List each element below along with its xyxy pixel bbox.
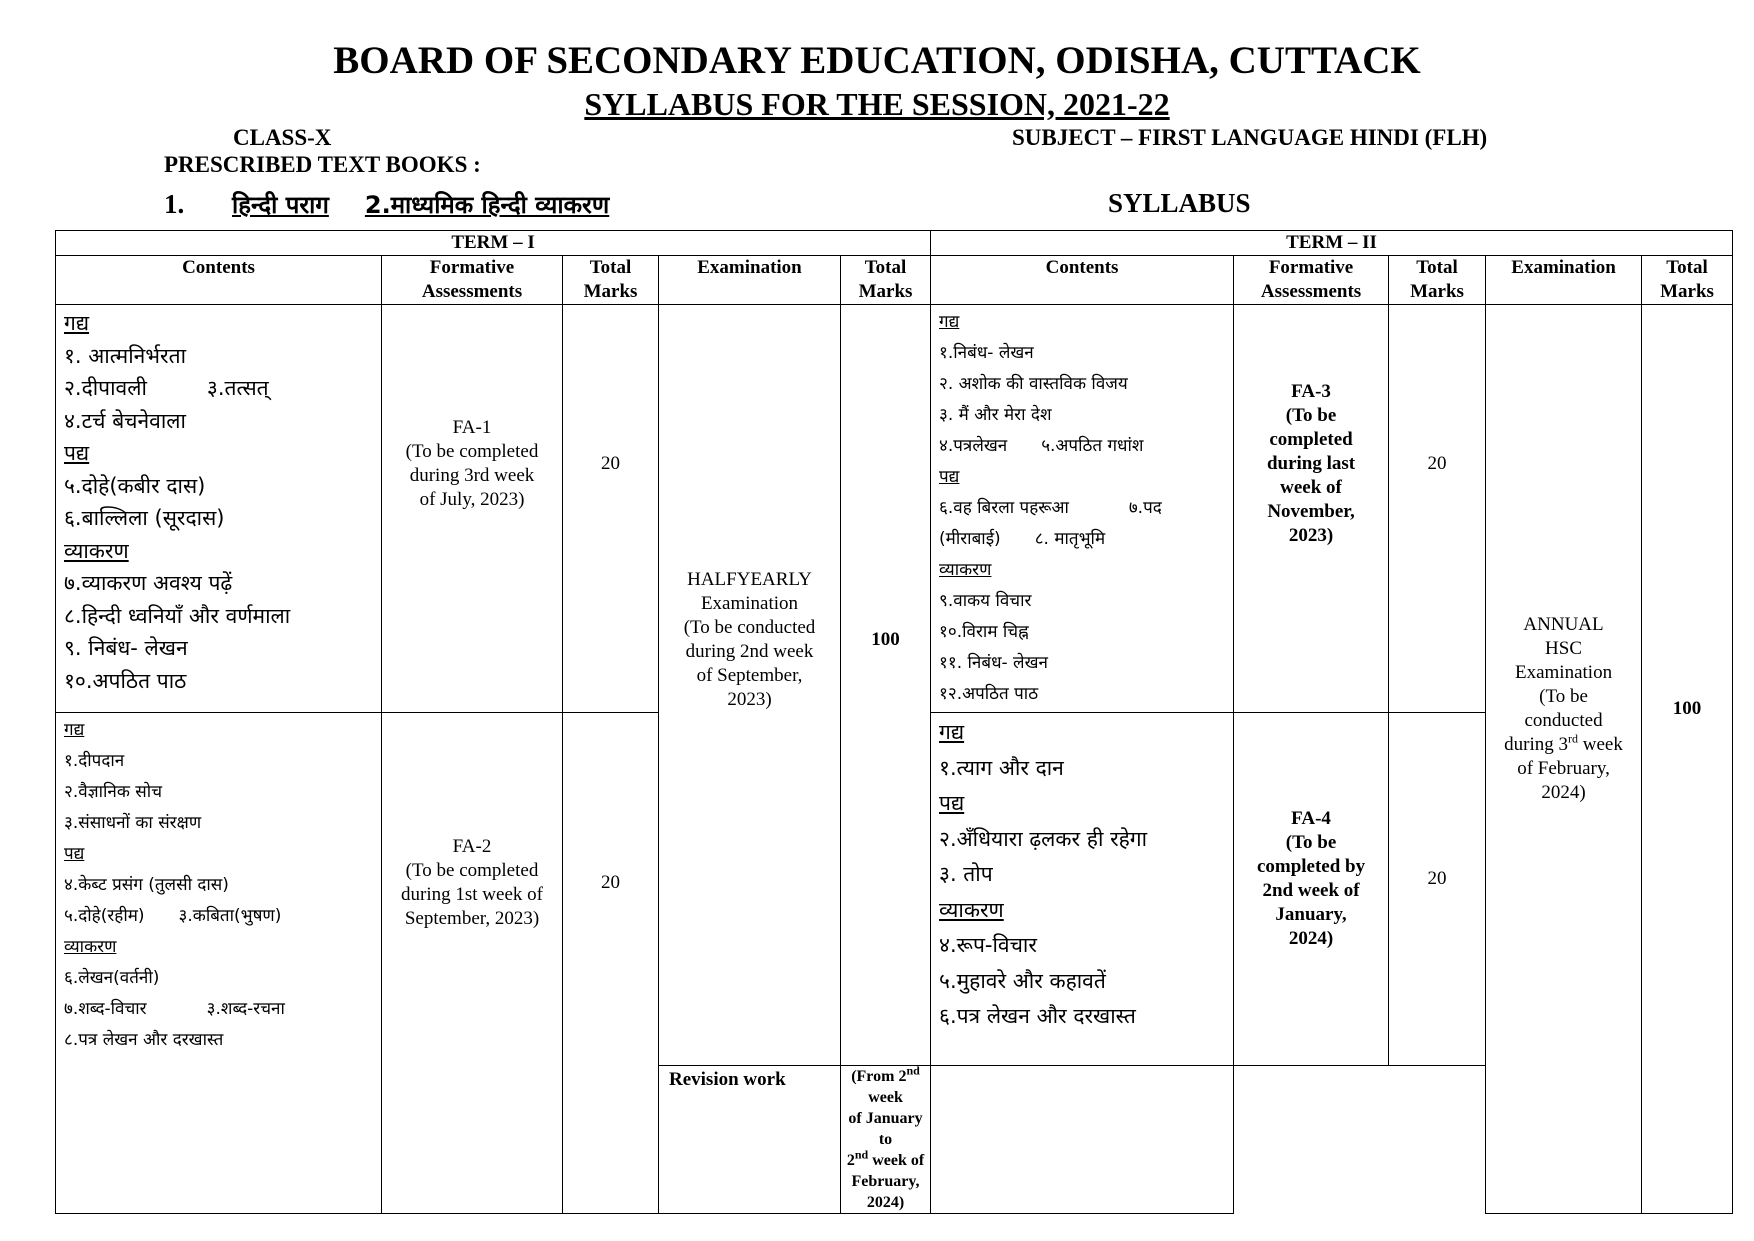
board-title: BOARD OF SECONDARY EDUCATION, ODISHA, CUTTACK — [333, 39, 1421, 82]
prescribed-books-label: PRESCRIBED TEXT BOOKS : — [164, 152, 481, 177]
class-label: CLASS-X — [233, 125, 332, 150]
book-1: हिन्दी पराग — [232, 191, 329, 219]
revision-marks — [931, 1066, 1234, 1214]
fa1-marks: 20 — [563, 305, 659, 713]
fa4-contents: गद्य १.त्याग और दान पद्य २.अँधियारा ढ़लकर ही रहेगा ३. तोप व्याकरण ४.रूप-विचार ५.मुहावरे और कहावतें ६.पत्र लेखन और दरखास्त — [931, 713, 1234, 1066]
annual-hsc-exam: ANNUAL HSC Examination (To be conducted during 3rd week of February, 2024) — [1486, 305, 1642, 1214]
fa1-assessment: FA-1 (To be completed during 3rd week of July, 2023) — [382, 305, 563, 713]
term1-total-marks: 100 — [841, 305, 931, 1066]
term-1-header: TERM – I — [56, 231, 931, 256]
column-header-row — [56, 256, 1733, 305]
fa3-marks: 20 — [1389, 305, 1486, 713]
fa2-contents: गद्य १.दीपदान २.वैज्ञानिक सोच ३.संसाधनों का संरक्षण पद्य ४.केब्ट प्रसंग (तुलसी दास) ५.दोहे(रहीम) ३.कबिता(भुषण) व्याकरण ६.लेखन(वर्तनी) ७.शब्द-विचार ३.शब्द-रचना ८.पत्र लेखन और दरखास्त — [56, 713, 382, 1214]
term2-total-marks: 100 — [1642, 305, 1733, 1214]
col-contents: Contents — [56, 256, 382, 305]
fa2-assessment: FA-2 (To be completed during 1st week of September, 2023) — [382, 713, 563, 1214]
fa4-assessment: FA-4 (To be completed by 2nd week of January, 2024) — [1234, 713, 1389, 1066]
fa1-contents: गद्य १. आत्मनिर्भरता २.दीपावली ३.तत्सत् ४.टर्च बेचनेवाला पद्य ५.दोहे(कबीर दास) ६.बाल्लिला (सूरदास) व्याकरण ७.व्याकरण अवश्य पढ़ें ८.हिन्दी ध्वनियाँ और वर्णमाला ९. निबंध- लेखन १०.अपठित पाठ — [56, 305, 382, 713]
col-examination: Examination — [659, 256, 841, 305]
fa3-contents: गद्य १.निबंध- लेखन २. अशोक की वास्तविक विजय ३. मैं और मेरा देश ४.पत्रलेखन ५.अपठित गधांश पद्य ६.वह बिरला पहरूआ ७.पद (मीराबाई) ८. मातृभूमि व्याकरण ९.वाकय विचार १०.विराम चिह्न ११. निबंध- लेखन १२.अपठित पाठ — [931, 305, 1234, 713]
fa2-marks: 20 — [563, 713, 659, 1214]
col-formative: Formative Assessments — [382, 256, 563, 305]
col-total-marks: Total Marks — [1642, 256, 1733, 305]
syllabus-heading: SYLLABUS — [1108, 188, 1251, 218]
book-2: 2.माध्यमिक हिन्दी व्याकरण — [364, 191, 610, 219]
revision-work: Revision work — [659, 1066, 841, 1214]
term-2-header: TERM – II — [931, 231, 1733, 256]
book-number: 1. — [164, 189, 185, 219]
revision-period: (From 2nd week of January to 2nd week of February, 2024) — [841, 1066, 931, 1214]
col-total-marks: Total Marks — [563, 256, 659, 305]
fa4-marks: 20 — [1389, 713, 1486, 1066]
col-formative: Formative Assessments — [1234, 256, 1389, 305]
session-title: SYLLABUS FOR THE SESSION, 2021-22 — [584, 86, 1170, 122]
subject-label: SUBJECT – FIRST LANGUAGE HINDI (FLH) — [1012, 125, 1488, 150]
col-contents: Contents — [931, 256, 1234, 305]
col-total-marks: Total Marks — [841, 256, 931, 305]
fa3-assessment: FA-3 (To be completed during last week of November, 2023) — [1234, 305, 1389, 713]
syllabus-table — [55, 230, 1733, 1214]
col-total-marks: Total Marks — [1389, 256, 1486, 305]
col-examination: Examination — [1486, 256, 1642, 305]
text-books — [164, 188, 609, 221]
halfyearly-exam: HALFYEARLY Examination (To be conducted during 2nd week of September, 2023) — [659, 305, 841, 1066]
